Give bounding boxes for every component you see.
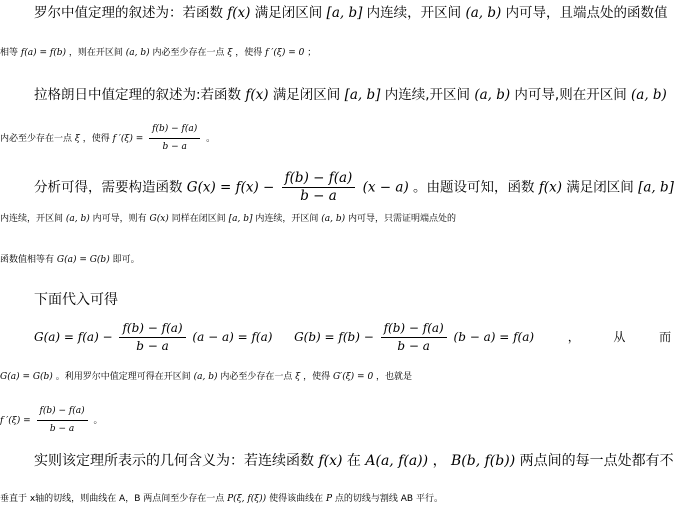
math-point-A: A(a, f(a)): [365, 453, 429, 469]
lagrange-line-1: [34, 86, 684, 104]
text: 垂直于 x轴的切线，则曲线在 A，B 两点间至少存在一点: [0, 494, 225, 504]
analysis-line-3: [0, 251, 687, 269]
math-xi: ξ: [295, 372, 301, 382]
math-open-interval: (a, b): [193, 372, 218, 382]
text: ；: [307, 48, 317, 58]
text: 内连续，开区间: [366, 5, 462, 21]
fraction: [149, 121, 200, 156]
fraction: [119, 320, 185, 355]
substitute-line-2: [0, 368, 687, 386]
geometry-line-2: [0, 490, 687, 508]
text: 分析可得，需要构造函数: [34, 179, 183, 196]
fraction: [37, 403, 88, 438]
math-xi: ξ: [227, 48, 233, 58]
text: 在: [346, 453, 361, 469]
math-Ga-eq-Gb: G(a) = G(b): [56, 255, 110, 265]
rolle-line-1: [34, 4, 684, 22]
text: 函数值相等有: [0, 255, 55, 265]
text: 。: [206, 134, 216, 144]
fraction-numerator: f(b) − f(a): [282, 170, 356, 188]
substitute-heading: [34, 291, 684, 309]
math-fx: f(x): [318, 453, 343, 469]
text: 内连续，开区间: [255, 214, 319, 224]
math-fx: f(x): [245, 87, 269, 103]
text: 满足闭区间: [566, 179, 634, 196]
text: 拉格朗日中值定理的叙述为:若函数: [34, 87, 242, 103]
math-Gx: G(x): [149, 214, 169, 224]
text: ，: [432, 453, 447, 469]
substitute-equations: [34, 320, 684, 355]
fraction-denominator: b − a: [136, 339, 169, 353]
text: 两点间的每一点处都有不: [519, 453, 674, 469]
math-Ga-lhs: G(a) = f(a) −: [34, 330, 113, 344]
fraction-denominator: b − a: [49, 424, 75, 434]
fraction: [381, 320, 447, 355]
math-fx: f(x): [538, 179, 562, 196]
text: ，则在开区间: [68, 48, 123, 58]
math-open-interval: (a, b): [65, 214, 90, 224]
text: 内必至少存在一点: [0, 134, 73, 144]
fraction-numerator: f(b) − f(a): [37, 403, 88, 421]
text: ，也就是: [376, 372, 413, 382]
math-point-P: P(ξ, f(ξ)): [227, 494, 267, 504]
substitute-line-3: [0, 403, 687, 438]
math-closed-interval: [a, b]: [638, 179, 674, 196]
text: 点的切线与割线 AB 平行。: [334, 494, 443, 504]
fraction: [282, 170, 356, 205]
text: 即可。: [112, 255, 140, 265]
math-open-interval: (a, b): [465, 5, 502, 21]
fraction-denominator: b − a: [300, 188, 337, 204]
fraction-numerator: f(b) − f(a): [149, 121, 200, 139]
text: 内连续,开区间: [384, 87, 471, 103]
text: 内可导，则有: [92, 214, 147, 224]
text: 。: [93, 416, 103, 426]
text: 满足闭区间: [254, 5, 323, 21]
math-Ga-rhs: (a − a) = f(a): [192, 330, 273, 344]
math-point-B: B(b, f(b)): [451, 453, 516, 469]
text: 罗尔中值定理的叙述为：若函数: [34, 5, 223, 21]
text: 内必至少存在一点: [220, 372, 293, 382]
math-xi: ξ: [74, 134, 80, 144]
text: ，使得: [303, 372, 331, 382]
text: 同样在闭区间: [171, 214, 226, 224]
math-open-interval: (a, b): [474, 87, 511, 103]
math-P: P: [325, 494, 333, 504]
text: 。由题设可知，函数: [413, 179, 535, 196]
fraction-denominator: b − a: [162, 142, 187, 152]
math-Gx-lhs: G(x) = f(x) −: [186, 179, 275, 196]
text: ，使得: [235, 48, 263, 58]
math-Ga-eq-Gb: G(a) = G(b): [0, 372, 53, 382]
math-closed-interval: [a, b]: [326, 5, 363, 21]
math-closed-interval: [a, b]: [344, 87, 381, 103]
rolle-line-2: [0, 44, 687, 62]
math-Gx-rhs: (x − a): [362, 179, 409, 196]
text: 实则该定理所表示的几何含义为：若连续函数: [34, 453, 314, 469]
text: 相等: [0, 48, 19, 58]
math-Gb-rhs: (b − a) = f(a): [453, 330, 535, 344]
text: 下面代入可得: [34, 292, 118, 308]
text: 。利用罗尔中值定理可得在开区间: [55, 372, 191, 382]
fraction-denominator: b − a: [397, 339, 430, 353]
math-open-interval: (a, b): [125, 48, 150, 58]
text: ，使得: [82, 134, 110, 144]
analysis-line-2: [0, 210, 687, 228]
math-fx: f(x): [227, 5, 251, 21]
fraction-numerator: f(b) − f(a): [381, 320, 447, 338]
math-closed-interval: [a, b]: [228, 214, 253, 224]
text: 内必至少存在一点: [152, 48, 225, 58]
geometry-line-1: [34, 452, 684, 470]
text: 从: [613, 330, 626, 344]
fraction-numerator: f(b) − f(a): [119, 320, 185, 338]
text: 内可导，只需证明端点处的: [347, 214, 456, 224]
math-fa-eq-fb: f(a) = f(b): [20, 48, 66, 58]
text: ，: [567, 330, 580, 344]
text: 内可导,则在开区间: [514, 87, 627, 103]
text: 内可导，且端点处的函数值: [505, 5, 668, 21]
math-open-interval: (a, b): [631, 87, 667, 103]
math-fprime-lhs: f ′(ξ) =: [0, 416, 31, 426]
math-fprime-zero: f ′(ξ) = 0: [265, 48, 305, 58]
text: 使得该曲线在: [269, 494, 324, 504]
text: 而: [659, 330, 672, 344]
math-open-interval: (a, b): [321, 214, 346, 224]
math-Gprime-zero: G′(ξ) = 0: [332, 372, 374, 382]
analysis-line-1: [34, 170, 684, 205]
text: 内连续，开区间: [0, 214, 64, 224]
lagrange-line-2: [0, 121, 687, 156]
math-fprime-eq: f ′(ξ) =: [112, 134, 144, 144]
text: 满足闭区间: [272, 87, 341, 103]
math-Gb-lhs: G(b) = f(b) −: [294, 330, 374, 344]
